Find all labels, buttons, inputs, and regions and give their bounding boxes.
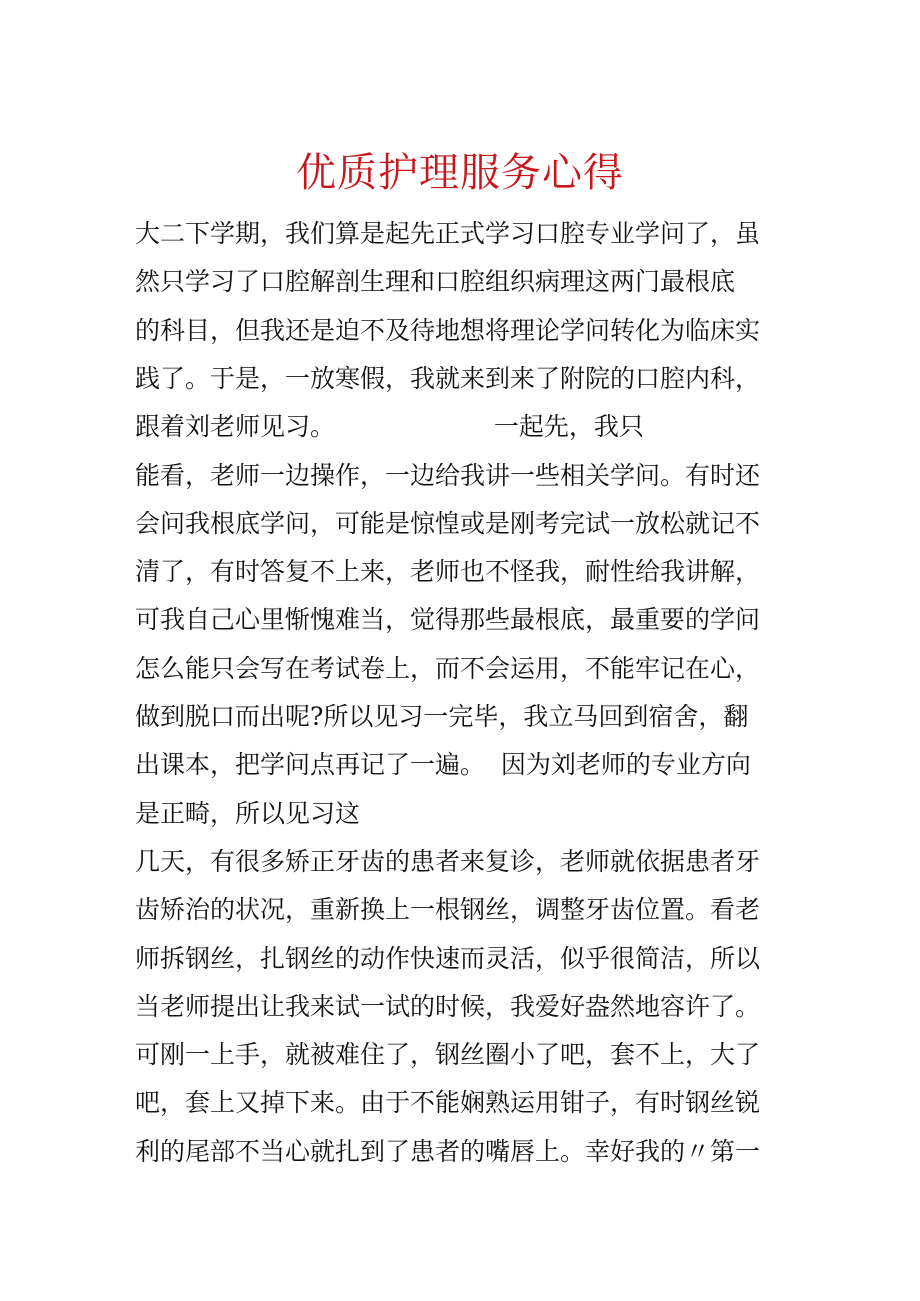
text-line: 会问我根底学问，可能是惊惶或是刚考完试一放松就记不 [135,508,761,538]
text-line: 践了。于是，一放寒假，我就来到来了附院的口腔内科， [135,363,761,393]
text-line: 的科目，但我还是迫不及待地想将理论学问转化为临床实 [135,315,761,345]
text-line: 师拆钢丝，扎钢丝的动作快速而灵活，似乎很简洁，所以 [135,943,761,973]
text-line: 可我自己心里惭愧难当，觉得那些最根底，最重要的学问 [135,605,761,635]
text-line: 当老师提出让我来试一试的时候，我爱好盎然地容许了。 [135,991,761,1021]
text-line: 做到脱口而出呢?所以见习一完毕，我立马回到宿舍，翻 [135,702,749,731]
text-line: 大二下学期，我们算是起先正式学习口腔专业学问了，虽 [135,219,761,248]
text-line: 齿矫治的状况，重新换上一根钢丝，调整牙齿位置。看老 [135,895,761,925]
text-line: 怎么能只会写在考试卷上，而不会运用，不能牢记在心， [135,653,761,683]
text-line: 清了，有时答复不上来，老师也不怪我，耐性给我讲解， [135,557,761,587]
text-line: 然只学习了口腔解剖生理和口腔组织病理这两门最根底 [135,267,736,297]
text-line: 可刚一上手，就被难住了，钢丝圈小了吧，套不上，大了 [135,1040,761,1070]
text-line: 能看，老师一边操作，一边给我讲一些相关学问。有时还 [135,460,761,490]
text-line: 是正畸，所以见习这 [135,798,361,828]
text-line: 出课本，把学问点再记了一遍。 因为刘老师的专业方向 [135,750,751,780]
text-line: 利的尾部不当心就扎到了患者的嘴唇上。幸好我的〃第一 [135,1136,761,1166]
text-line: 几天，有很多矫正牙齿的患者来复诊，老师就依据患者牙 [135,846,761,876]
document-title: 优质护理服务心得 [296,150,624,196]
text-line: 跟着刘老师见习。 一起先，我只 [135,412,644,442]
text-line: 吧，套上又掉下来。由于不能娴熟运用钳子，有时钢丝锐 [135,1088,761,1118]
